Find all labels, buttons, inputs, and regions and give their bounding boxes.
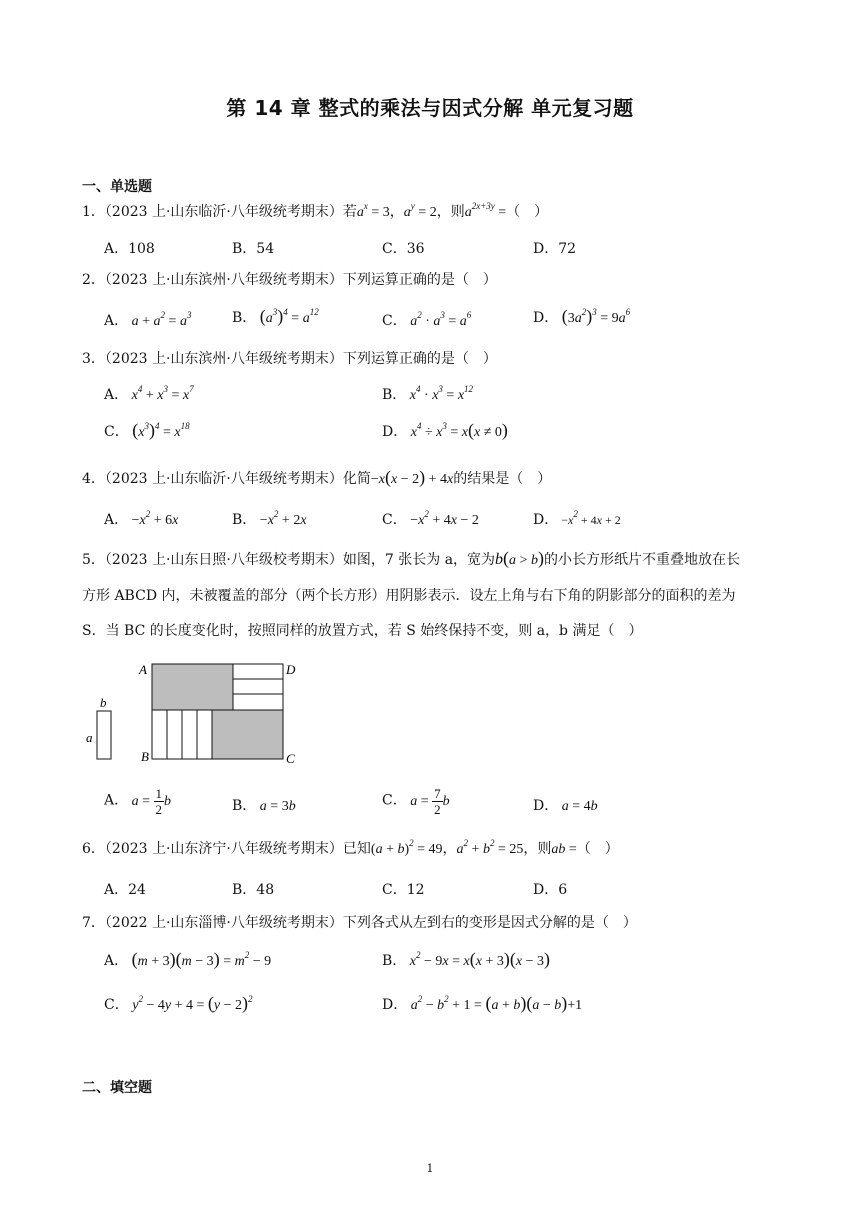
question-5-line-2: 方形 ABCD 内，未被覆盖的部分（两个长方形）用阴影表示．设左上角与右下角的阴影部分的面积的差为 [82, 588, 736, 604]
question-1-option-c[interactable]: C．36 [382, 241, 425, 257]
question-5-figure [82, 656, 322, 768]
question-2-option-b[interactable]: B． $(a^3)^4 = a^{12}$ [232, 306, 319, 326]
question-6-stem: 6．（2023 上·山东济宁·八年级统考期末）已知 [82, 841, 371, 857]
label-small-a: a [86, 730, 93, 745]
question-7-stem: 7．（2022 上·山东淄博·八年级统考期末）下列各式从左到右的变形是因式分解的是（ ） [82, 915, 637, 931]
label-vertex-a: A [139, 662, 147, 677]
question-6-formula-c: ab = [551, 842, 577, 857]
question-1-stem: 1．（2023 上·山东临沂·八年级统考期末）若 [82, 204, 357, 220]
question-5-option-b[interactable]: B． a = 3b [232, 798, 296, 814]
question-6-option-c[interactable]: C．12 [382, 882, 425, 898]
question-4-stem: 4．（2023 上·山东临沂·八年级统考期末）化简 [82, 471, 371, 487]
question-6-formula-b: $a^2 + b^2 = 25$ [456, 838, 524, 857]
section-heading-single-choice: 一、单选题 [82, 179, 152, 195]
label-vertex-c: C [286, 751, 295, 766]
question-1-formula-c: $a^{2x+3y}$ = [464, 201, 507, 220]
question-4-option-c[interactable]: C． $-x^2 + 4x - 2$ [382, 509, 479, 528]
question-6-formula-a: $(a + b)^2 = 49$ [370, 838, 443, 857]
page-number: 1 [426, 1162, 434, 1175]
question-1: 1．（2023 上·山东临沂·八年级统考期末）若$a^x = 3$，$a^y = 2$，则$a^{2x+3y}$ =（ ） [82, 201, 549, 220]
question-6-option-a[interactable]: A．24 [104, 882, 146, 898]
question-3-option-c[interactable]: C． $(x^3)^4 = x^{18}$ [104, 420, 190, 440]
question-6-option-d[interactable]: D．6 [533, 882, 568, 898]
question-2-option-a[interactable]: A． $a + a^2 = a^3$ [104, 310, 192, 329]
label-vertex-d: D [286, 662, 296, 677]
question-3-option-b[interactable]: B． $x^4 \cdot x^3 = x^{12}$ [382, 384, 474, 403]
shaded-top-left [152, 664, 233, 710]
question-4: 4．（2023 上·山东临沂·八年级统考期末）化简−x(x − 2) + 4x的结果是（ ） [82, 467, 552, 487]
document-title: 第 14 章 整式的乘法与因式分解 单元复习题 [226, 96, 634, 120]
question-7-option-d[interactable]: D． $a^2 - b^2 + 1 = (a + b)(a - b)+1$ [382, 993, 583, 1013]
question-6-option-b[interactable]: B．48 [232, 882, 275, 898]
question-1-formula-a: $a^x = 3$ [356, 201, 390, 220]
question-5-option-a[interactable]: A． a = $\frac{1}{2}$ b [104, 786, 172, 817]
shaded-bottom-right [212, 710, 283, 759]
question-1-option-b[interactable]: B．54 [232, 241, 275, 257]
question-2-option-d[interactable]: D． $(3a^2)^3 = 9a^6$ [533, 306, 631, 326]
question-7-option-b[interactable]: B． $x^2 - 9x = x(x + 3)(x - 3)$ [382, 949, 551, 969]
question-1-option-d[interactable]: D．72 [533, 241, 577, 257]
section-heading-fill-blank: 二、填空题 [82, 1080, 152, 1096]
question-3-option-a[interactable]: A． $x^4 + x^3 = x^7$ [104, 384, 194, 403]
question-4-option-a[interactable]: A． $-x^2 + 6x$ [104, 509, 179, 528]
question-3-stem: 3．（2023 上·山东滨州·八年级统考期末）下列运算正确的是（ ） [82, 351, 497, 367]
question-5-option-d[interactable]: D． a = 4b [533, 798, 598, 814]
label-small-b: b [100, 695, 107, 710]
question-4-formula: −x(x − 2) + 4x [370, 467, 454, 487]
question-1-formula-b: $a^y = 2$ [403, 201, 437, 220]
question-7-option-a[interactable]: A． $(m + 3)(m - 3) = m^2 - 9$ [104, 949, 272, 969]
label-vertex-b: B [141, 749, 149, 764]
question-2-option-c[interactable]: C． $a^2 \cdot a^3 = a^6$ [382, 310, 472, 329]
question-5-line-1: 5．（2023 上·山东日照·八年级校考期末）如图，7 张长为 a，宽为b(a > b)的小长方形纸片不重叠地放在长 [82, 548, 740, 568]
question-1-option-a[interactable]: A．108 [104, 241, 155, 257]
question-4-option-d[interactable]: D． $-x^2 + 4x + 2$ [533, 509, 621, 528]
question-2-stem: 2．（2023 上·山东滨州·八年级统考期末）下列运算正确的是（ ） [82, 272, 497, 288]
question-6: 6．（2023 上·山东济宁·八年级统考期末）已知$(a + b)^2 = 49$，$a^2 + b^2 = 25$，则ab =（ ） [82, 838, 619, 857]
question-7-option-c[interactable]: C． $y^2 - 4y + 4 = (y - 2)^2$ [104, 993, 253, 1013]
question-5-option-c[interactable]: C． a = $\frac{7}{2}$ b [382, 786, 450, 817]
question-4-option-b[interactable]: B． $-x^2 + 2x$ [232, 509, 307, 528]
small-card-rect [97, 711, 111, 759]
question-5-line-3: S．当 BC 的长度变化时，按照同样的放置方式，若 S 始终保持不变，则 a，b 满足（ ） [82, 623, 643, 639]
question-3-option-d[interactable]: D． $x^4 \div x^3 = x(x \ne 0)$ [382, 420, 508, 440]
